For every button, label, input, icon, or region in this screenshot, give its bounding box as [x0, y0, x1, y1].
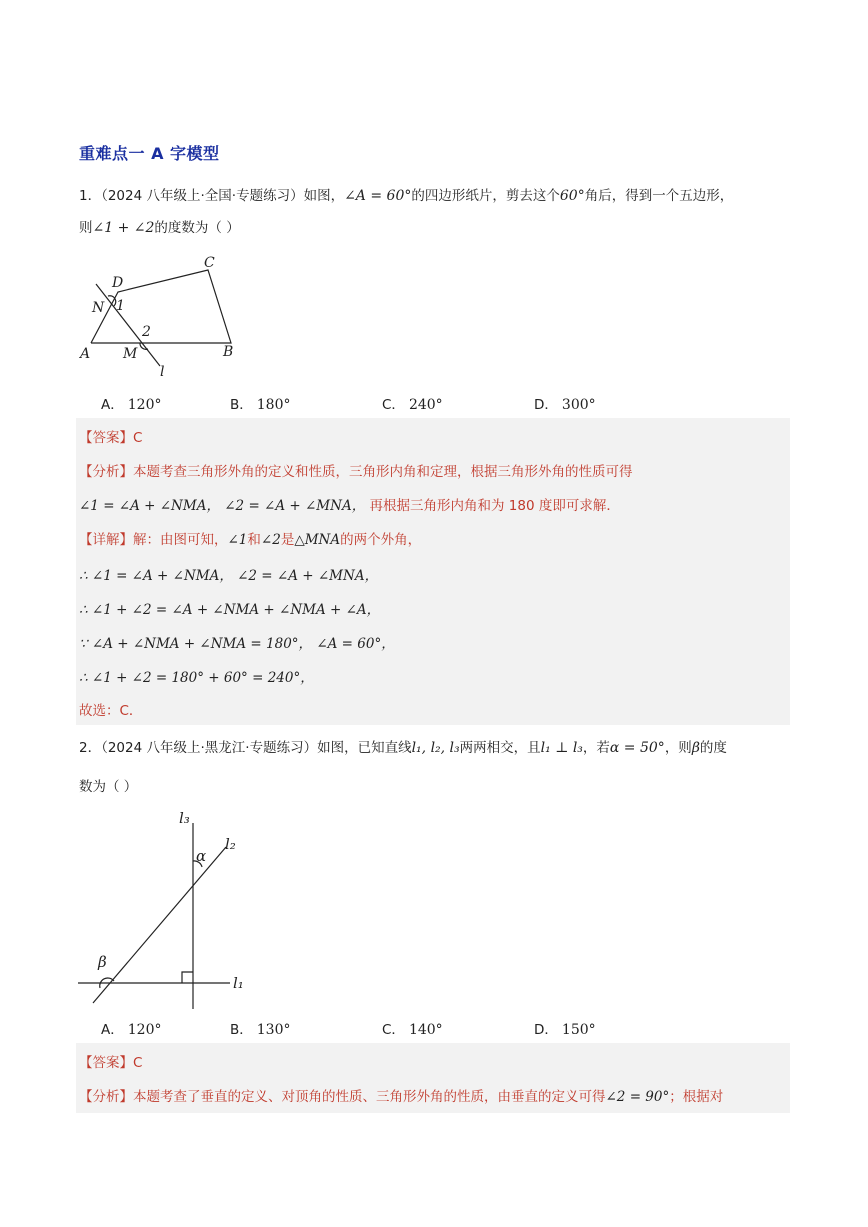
detail-text: 是 [280, 532, 295, 548]
q2-math: l₁ ⊥ l₃ [540, 740, 583, 756]
q1-step-1 [79, 564, 378, 584]
q1-text: 的四边形纸片，剪去这个 [411, 188, 560, 204]
q1-text: 1．（2024 八年级上·全国·专题练习）如图， [79, 188, 345, 204]
q1-math: ∠A = 60° [344, 188, 412, 204]
option-letter: D． [534, 1022, 558, 1038]
label-C: C [204, 255, 215, 271]
option-value: 140° [408, 1022, 443, 1038]
option-value: 300° [561, 397, 596, 413]
q1-text: 角后，得到一个五边形， [584, 188, 734, 204]
analysis-label: 【分析】 [79, 1089, 133, 1105]
analysis-label: 【分析】 [79, 464, 133, 480]
detail-text: 的两个外角， [340, 532, 422, 548]
label-1: 1 [116, 298, 125, 314]
analysis-math: ∠2 = ∠A + ∠MNA， [224, 498, 366, 514]
q1-text: 则 [79, 220, 93, 236]
q2-text: 两两相交，且 [459, 740, 541, 756]
q1-step-4 [79, 666, 314, 686]
figure-three-lines [78, 805, 253, 1013]
option-value: 120° [127, 397, 162, 413]
q1-math: ∠1 + ∠2 [92, 220, 155, 236]
q2-text: 2．（2024 八年级上·黑龙江·专题练习）如图，已知直线 [79, 740, 412, 756]
label-A: A [80, 346, 91, 362]
q1-option-c[interactable] [382, 393, 443, 413]
q2-text: ，若 [582, 740, 610, 756]
step-math: ∴ ∠1 = ∠A + ∠NMA， ∠2 = ∠A + ∠MNA， [79, 568, 379, 584]
label-D: D [112, 275, 124, 291]
q2-math: α = 50° [609, 740, 665, 756]
analysis-text: 本题考查了垂直的定义、对顶角的性质、三角形外角的性质，由垂直的定义可得 [133, 1089, 606, 1105]
q2-math: β [691, 740, 700, 756]
detail-text: 解：由图可知， [133, 532, 228, 548]
label-l2: l₂ [225, 835, 236, 853]
question-2-line-1 [79, 738, 727, 758]
q1-text: 的度数为（ ） [154, 220, 240, 236]
question-2-line-2: 数为（ ） [79, 779, 138, 795]
detail-label: 【详解】 [79, 532, 133, 548]
label-N: N [92, 300, 105, 316]
q2-analysis [79, 1085, 723, 1105]
option-letter: B． [230, 1022, 253, 1038]
q1-math: 60° [559, 188, 585, 204]
q2-option-d[interactable] [534, 1018, 596, 1038]
option-letter: A． [101, 1022, 124, 1038]
analysis-text: 再根据三角形内角和为 180 度即可求解． [369, 498, 620, 514]
q2-math: l₁, l₂, l₃ [411, 740, 460, 756]
detail-text: 和 [247, 532, 261, 548]
option-value: 150° [561, 1022, 596, 1038]
analysis-text: ；根据对 [669, 1089, 724, 1105]
q1-conclusion: 故选：C． [79, 703, 143, 719]
q2-option-a[interactable] [101, 1018, 161, 1038]
right-angle-mark [182, 972, 193, 983]
analysis-math: ∠2 = 90° [605, 1089, 670, 1105]
option-value: 120° [127, 1022, 162, 1038]
q2-text: ，则 [664, 740, 692, 756]
label-alpha: α [196, 847, 207, 865]
q1-analysis [79, 460, 633, 480]
option-value: 130° [256, 1022, 291, 1038]
q1-option-b[interactable] [230, 393, 291, 413]
analysis-text: 本题考查三角形外角的定义和性质，三角形内角和定理，根据三角形外角的性质可得 [133, 464, 633, 480]
q2-text: 的度 [699, 740, 727, 756]
label-M: M [123, 346, 138, 362]
detail-math: ∠2 [260, 532, 281, 548]
q1-detail [79, 528, 421, 548]
label-beta: β [98, 953, 107, 971]
step-math: ∴ ∠1 + ∠2 = ∠A + ∠NMA + ∠NMA + ∠A， [79, 602, 381, 618]
q2-answer: 【答案】C [79, 1055, 143, 1071]
figure-quadrilateral [78, 252, 248, 380]
q1-analysis-line-2 [79, 494, 620, 514]
option-letter: D． [534, 397, 558, 413]
analysis-math: ∠1 = ∠A + ∠NMA， [79, 498, 220, 514]
q1-step-2 [79, 598, 380, 618]
question-1-line-1 [79, 186, 733, 206]
section-title: 重难点一 A 字模型 [79, 144, 220, 163]
detail-math: ∠1 [227, 532, 248, 548]
option-letter: B． [230, 397, 253, 413]
q1-option-d[interactable] [534, 393, 596, 413]
option-value: 180° [256, 397, 291, 413]
option-value: 240° [408, 397, 443, 413]
option-letter: C． [382, 1022, 405, 1038]
label-l1: l₁ [233, 974, 244, 992]
step-math: ∵ ∠A + ∠NMA + ∠NMA = 180°， ∠A = 60°， [79, 636, 395, 652]
option-letter: C． [382, 397, 405, 413]
question-1-line-2 [79, 218, 240, 238]
q1-step-3 [79, 632, 395, 652]
step-math: ∴ ∠1 + ∠2 = 180° + 60° = 240°， [79, 670, 314, 686]
q1-option-a[interactable] [101, 393, 161, 413]
detail-math: △MNA [294, 532, 341, 548]
label-l: l [160, 364, 165, 380]
q1-answer: 【答案】C [79, 430, 143, 446]
label-l3: l₃ [179, 809, 190, 827]
option-letter: A． [101, 397, 124, 413]
label-B: B [223, 344, 234, 360]
q2-option-b[interactable] [230, 1018, 291, 1038]
label-2: 2 [142, 324, 151, 340]
q2-option-c[interactable] [382, 1018, 443, 1038]
